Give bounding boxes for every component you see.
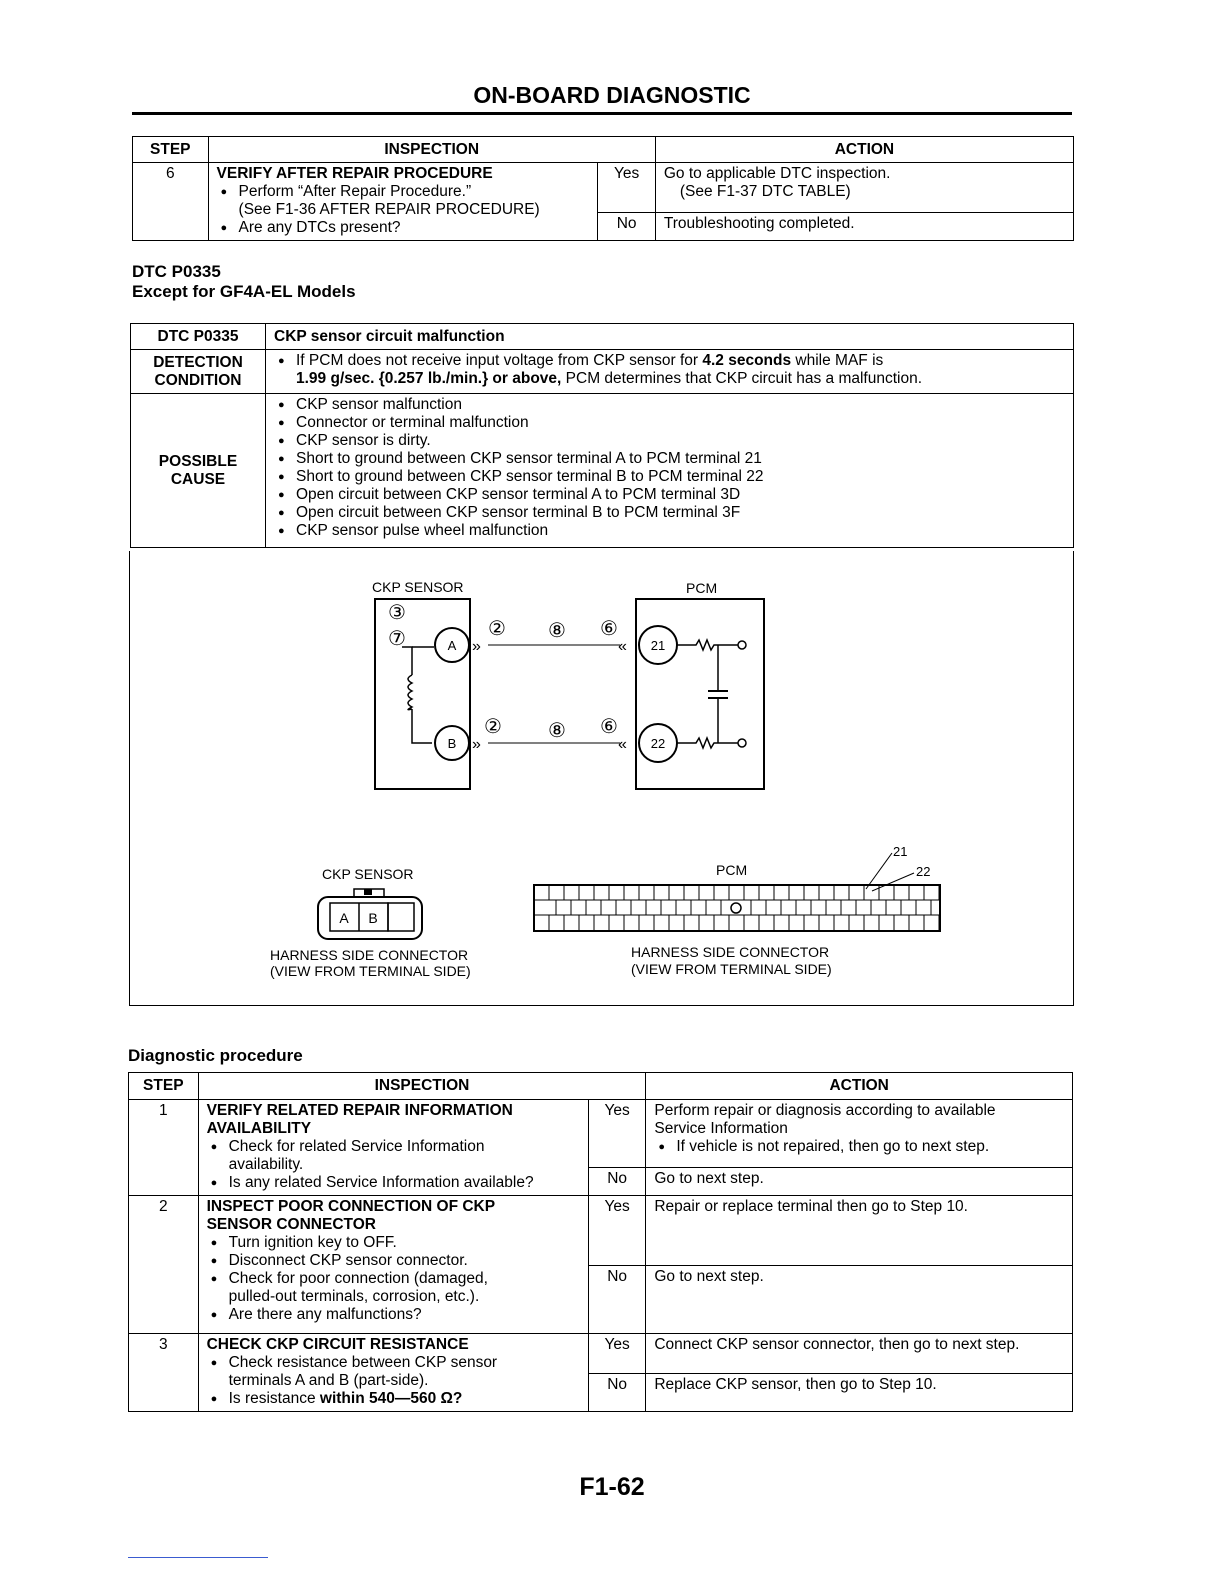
terminal-a-label: A [447,638,457,653]
ckp-harness-caption-1: HARNESS SIDE CONNECTOR [270,947,469,963]
pcm-harness-caption-2: (VIEW FROM TERMINAL SIDE) [631,961,832,977]
cause-item: ● CKP sensor pulse wheel malfunction [296,522,1065,540]
inspection-title: VERIFY AFTER REPAIR PROCEDURE [216,165,493,182]
sensor-coil [408,675,412,710]
cause-item: ● Short to ground between CKP sensor terminal A to PCM terminal 21 [296,450,1065,468]
title-rule [132,112,1072,115]
possible-causes [266,394,1074,548]
connector-chevron: » [472,638,481,655]
wiring-diagram-box [129,551,1074,1006]
connector-chevron: « [618,736,627,753]
callout-21: 21 [893,844,908,859]
after-repair-table [132,136,1074,241]
inspection-bullet: ● Perform “After Repair Procedure.” (See F1-36 AFTER REPAIR PROCEDURE) [239,183,590,219]
answer-no: No [598,213,655,241]
header-action: ACTION [655,137,1073,163]
inspection-cell [208,163,598,241]
connector-chevron: » [472,736,481,753]
dtc-code: DTC P0335 [131,324,266,350]
proc-header-step: STEP [129,1073,199,1100]
dtc-heading: DTC P0335 Except for GF4A-EL Models [132,262,356,301]
mark-3: ③ [388,602,406,624]
cause-item: ● Short to ground between CKP sensor terminal B to PCM terminal 22 [296,468,1065,486]
mark-8-top: ⑧ [548,620,566,642]
detection-condition: ● If PCM does not receive input voltage from CKP sensor for 4.2 seconds while MAF is 1.99 g/sec. {0.257 lb./min.} or above, PCM determines that CKP circuit has a malfunction. [266,350,1074,394]
procedure-step-1: 1 VERIFY RELATED REPAIR INFORMATION AVAILABILITY ● Check for related Service Information availability. ● Is any related Service Information available? Yes Perform repair or diagnosis according to available Service Information ● If vehicle is not repaired, then go to next step. [129,1100,1073,1168]
answer-yes: Yes [598,163,655,213]
callout-22: 22 [916,864,931,879]
dtc-name: CKP sensor circuit malfunction [266,324,1074,350]
ckp-connector-b: B [368,910,378,926]
possible-cause-label: POSSIBLE CAUSE [131,394,266,548]
cause-item: ● CKP sensor is dirty. [296,432,1065,450]
ckp-sensor-label: CKP SENSOR [372,579,464,595]
sensor-coil-wire [402,647,432,743]
step-number: 6 [133,163,209,241]
terminal-b-label: B [447,736,457,751]
procedure-table: STEP INSPECTION ACTION 1 VERIFY RELATED REPAIR INFORMATION AVAILABILITY ● Check for related Service Information availability. ● Is any related Service Information available? Yes Perform repair or diagnosis according to available Service Information ● If vehicle is not repaired, then go to next step. No Go to next step. 2 INSPECT POOR CONNECTION OF CKP SENSOR CONNECTOR ● Turn ignition key to OFF. ● Disconnect CKP sensor connector. ● Check for poor connection (damaged, pulled-out terminals, corrosion, etc.). ● Are there any malfunctions? Yes Repair or replace terminal then go to Step 10. No Go to next step. 3 CHECK CKP CIRCUIT RESISTANCE ● Check resistance between CKP sensor terminals A and B (part-side). ● Is resistance within 540—560 Ω? Yes Connect CKP sensor connector, then go to next step. No Replace CKP sensor, then go to Step 10. [128,1072,1073,1412]
mark-2-top: ② [488,618,506,640]
dtc-table [130,323,1074,548]
page-title: ON-BOARD DIAGNOSTIC [473,82,751,108]
resistor-22 [677,738,738,748]
bottom-rule [128,1557,268,1558]
resistor-21 [677,640,738,650]
cause-item: ● Connector or terminal malfunction [296,414,1065,432]
ckp-harness-connector [318,889,422,939]
proc-header-action: ACTION [646,1073,1073,1100]
mark-6-top: ⑥ [600,618,618,640]
procedure-step-3: 3 CHECK CKP CIRCUIT RESISTANCE ● Check resistance between CKP sensor terminals A and B (part-side). ● Is resistance within 540—560 Ω? Yes Connect CKP sensor connector, then go to next step. [129,1334,1073,1374]
mark-6-bottom: ⑥ [600,716,618,738]
procedure-step-2: 2 INSPECT POOR CONNECTION OF CKP SENSOR CONNECTOR ● Turn ignition key to OFF. ● Disconnect CKP sensor connector. ● Check for poor connection (damaged, pulled-out terminals, corrosion, etc.). ● Are there any malfunctions? Yes Repair or replace terminal then go to Step 10. [129,1196,1073,1266]
action-yes: Go to applicable DTC inspection. (See F1-37 DTC TABLE) [655,163,1073,213]
mark-2-bottom: ② [484,716,502,738]
procedure-heading: Diagnostic procedure [128,1046,303,1065]
action-no: Troubleshooting completed. [655,213,1073,241]
pcm-harness-connector [534,885,940,931]
conn-ckp-label: CKP SENSOR [322,866,414,882]
ckp-connector-a: A [339,910,349,926]
connector-chevron: « [618,638,627,655]
header-inspection: INSPECTION [208,137,655,163]
proc-header-inspection: INSPECTION [198,1073,646,1100]
inspection-bullet: ● Are any DTCs present? [239,219,590,237]
ckp-harness-caption-2: (VIEW FROM TERMINAL SIDE) [270,963,471,979]
mark-8-bottom: ⑧ [548,720,566,742]
mark-7: ⑦ [388,628,406,650]
cause-item: ● Open circuit between CKP sensor terminal B to PCM terminal 3F [296,504,1065,522]
detection-label: DETECTION CONDITION [131,350,266,394]
cause-item: ● CKP sensor malfunction [296,396,1065,414]
pcm-label: PCM [686,580,718,596]
cause-item: ● Open circuit between CKP sensor terminal A to PCM terminal 3D [296,486,1065,504]
page-number: F1-62 [579,1473,645,1501]
wiring-diagram [130,551,1073,1005]
header-step: STEP [133,137,209,163]
pcm-terminal-22-label: 22 [650,736,666,751]
conn-pcm-label: PCM [716,862,748,878]
pcm-terminal-21-label: 21 [650,638,666,653]
pcm-harness-caption-1: HARNESS SIDE CONNECTOR [631,944,830,960]
